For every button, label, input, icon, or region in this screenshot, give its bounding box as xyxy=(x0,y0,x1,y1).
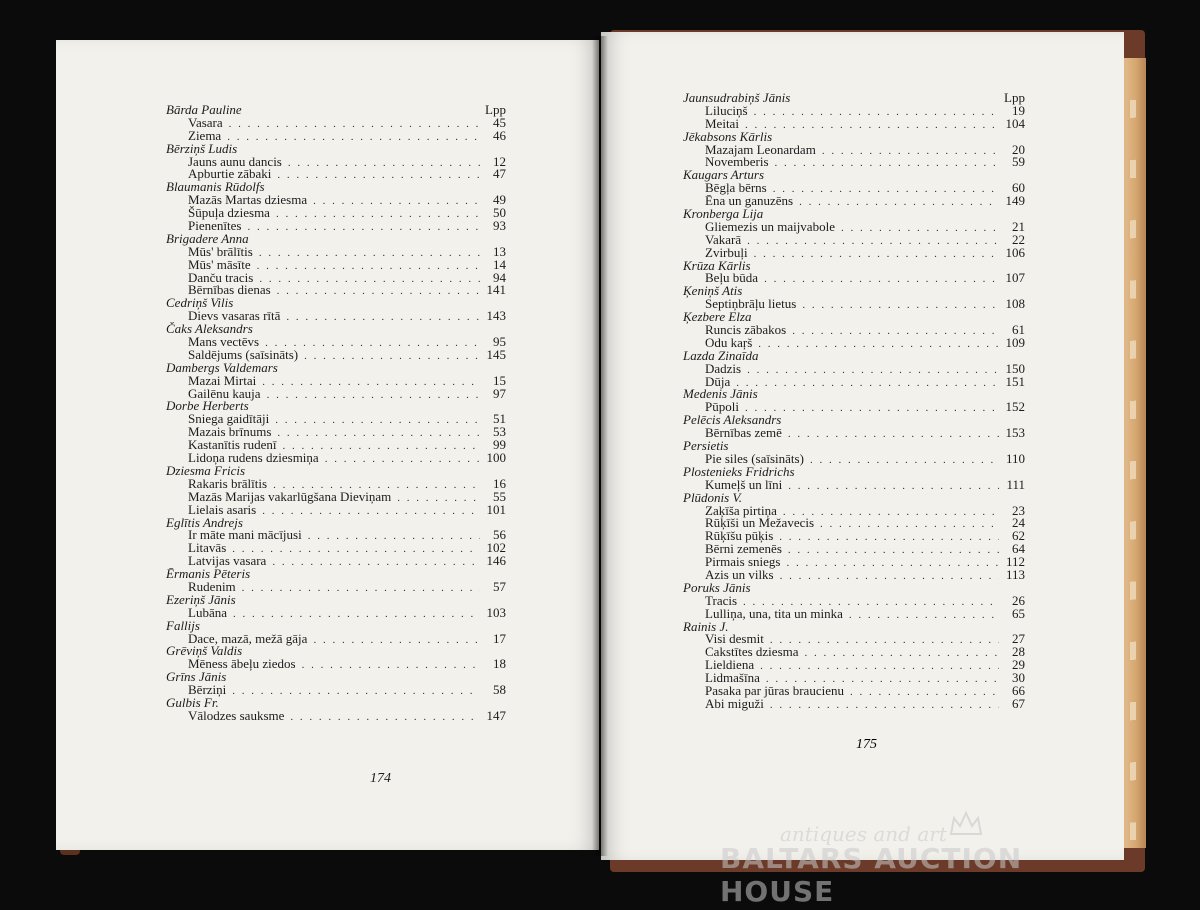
dot-leader xyxy=(773,183,999,196)
poem-title: Runcis zābakos xyxy=(705,322,787,338)
page-number: 107 xyxy=(1005,270,1025,286)
page-number: 45 xyxy=(493,114,506,130)
page-column-header: Lpp xyxy=(1004,90,1025,105)
dot-leader xyxy=(267,389,480,402)
poem-title: Jauns aunu dancis xyxy=(188,153,282,169)
dot-leader xyxy=(850,686,999,699)
poem-title: Šūpuļa dziesma xyxy=(188,205,270,221)
dot-leader xyxy=(313,195,480,208)
author-name: Plostenieks Fridrichs xyxy=(683,463,795,479)
dot-leader xyxy=(290,711,480,724)
page-number: 95 xyxy=(493,334,506,350)
poem-title: Lidoņa rudens dziesmiņa xyxy=(188,450,319,466)
poem-title: Dievs vasaras rītā xyxy=(188,308,281,324)
page-number: 28 xyxy=(1012,644,1025,660)
author-name: Dorbe Herberts xyxy=(166,398,249,414)
dot-leader xyxy=(841,222,999,235)
page-number: 30 xyxy=(1012,670,1025,686)
right-table-of-contents xyxy=(683,92,1025,711)
watermark xyxy=(720,800,1130,908)
author-name: Fallijs xyxy=(166,617,200,633)
dot-leader xyxy=(775,157,999,170)
dot-leader xyxy=(736,377,999,390)
dot-leader xyxy=(786,557,999,570)
poem-title: Liluciņš xyxy=(705,102,748,118)
page-number: 51 xyxy=(493,411,506,427)
dot-leader xyxy=(288,157,480,170)
dot-leader xyxy=(272,556,480,569)
page-number: 99 xyxy=(493,437,506,453)
poem-title: Bērnības zemē xyxy=(705,425,782,441)
right-page-number: 175 xyxy=(856,737,877,752)
poem-title: Danču tracis xyxy=(188,269,254,285)
page-number: 106 xyxy=(1005,244,1025,260)
poem-title: Litavās xyxy=(188,540,227,556)
author-name: Kronberga Lija xyxy=(683,206,764,222)
poem-title: Vasara xyxy=(188,114,223,130)
author-name: Persietis xyxy=(683,438,729,454)
poem-title: Dace, mazā, mežā gāja xyxy=(188,630,308,646)
page-number: 24 xyxy=(1012,515,1025,531)
poem-title: Tracis xyxy=(705,592,738,608)
page-number: 20 xyxy=(1012,141,1025,157)
dot-leader xyxy=(302,659,480,672)
poem-title: Pie siles (saīsināts) xyxy=(705,450,804,466)
dot-leader xyxy=(259,273,480,286)
author-name: Grēviņš Valdis xyxy=(166,643,243,659)
poem-title: Ēna un ganuzēns xyxy=(705,193,794,209)
page-number: 26 xyxy=(1012,592,1025,608)
poem-title: Kastanītis rudenī xyxy=(188,437,277,453)
left-page-number: 174 xyxy=(370,771,391,786)
page-number: 65 xyxy=(1012,605,1025,621)
book-gutter xyxy=(592,36,608,856)
dot-leader xyxy=(805,647,999,660)
page-number: 53 xyxy=(493,424,506,440)
page-number: 153 xyxy=(1005,425,1025,441)
page-number: 66 xyxy=(1012,682,1025,698)
author-name: Blaumanis Rūdolfs xyxy=(166,179,265,195)
page-number: 13 xyxy=(493,243,506,259)
dot-leader xyxy=(325,453,480,466)
poem-title: Lidmašīna xyxy=(705,670,760,686)
author-name: Ķeniņš Atis xyxy=(683,283,743,299)
page-number: 152 xyxy=(1005,399,1025,415)
dot-leader xyxy=(754,248,999,261)
poem-title: Mēness ābeļu ziedos xyxy=(188,656,296,672)
page-number: 145 xyxy=(486,346,506,362)
dot-leader xyxy=(259,247,480,260)
author-name: Pelēcis Aleksandrs xyxy=(683,412,782,428)
dot-leader xyxy=(233,608,480,621)
poem-title: Lielais asaris xyxy=(188,501,257,517)
dot-leader xyxy=(257,260,480,273)
dot-leader xyxy=(745,402,999,415)
author-name: Čaks Aleksandrs xyxy=(166,321,253,337)
dot-leader xyxy=(810,454,999,467)
page-number: 19 xyxy=(1012,102,1025,118)
page-number: 50 xyxy=(493,205,506,221)
dot-leader xyxy=(262,505,480,518)
author-name: Krūza Kārlis xyxy=(683,257,751,273)
page-number: 111 xyxy=(1006,476,1025,492)
page-number: 101 xyxy=(486,501,506,517)
dot-leader xyxy=(820,518,999,531)
toc-row xyxy=(683,695,1025,711)
page-number: 60 xyxy=(1012,180,1025,196)
dot-leader xyxy=(802,299,999,312)
toc-row xyxy=(166,707,506,723)
author-name: Lazda Zinaīda xyxy=(683,347,759,363)
dot-leader xyxy=(397,492,480,505)
poem-title: Cakstītes dziesma xyxy=(705,644,799,660)
poem-title: Kumeļš un līni xyxy=(705,476,783,492)
poem-title: Visi desmit xyxy=(705,631,764,647)
page-number: 103 xyxy=(486,604,506,620)
poem-title: Mazais brīnums xyxy=(188,424,272,440)
dot-leader xyxy=(286,311,480,324)
dot-leader xyxy=(770,699,999,712)
author-name: Eglītis Andrejs xyxy=(166,514,243,530)
author-name: Ķezbere Elza xyxy=(683,309,752,325)
left-table-of-contents xyxy=(166,104,506,723)
poem-title: Mazās Martas dziesma xyxy=(188,192,308,208)
page-number: 108 xyxy=(1005,296,1025,312)
dot-leader xyxy=(247,221,480,234)
left-page xyxy=(56,40,599,850)
poem-title: Mūs' brālītis xyxy=(188,243,253,259)
page-number: 21 xyxy=(1012,218,1025,234)
author-name: Medenis Jānis xyxy=(683,386,758,402)
page-number: 23 xyxy=(1012,502,1025,518)
dot-leader xyxy=(745,119,999,132)
page-number: 147 xyxy=(486,707,506,723)
page-number: 109 xyxy=(1005,334,1025,350)
dot-leader xyxy=(783,506,999,519)
poem-title: Zaķīša pirtiņa xyxy=(705,502,777,518)
dot-leader xyxy=(308,530,480,543)
poem-title: Mazās Marijas vakarlūgšana Dieviņam xyxy=(188,488,392,504)
page-number: 12 xyxy=(493,153,506,169)
watermark-tagline: antiques and art xyxy=(780,822,947,846)
poem-title: Mazai Mirtai xyxy=(188,372,257,388)
poem-title: Rūķīši un Mežavecis xyxy=(705,515,815,531)
poem-title: Gliemezis un maijvabole xyxy=(705,218,835,234)
poem-title: Dūja xyxy=(705,373,731,389)
dot-leader xyxy=(227,131,480,144)
page-number: 59 xyxy=(1012,154,1025,170)
author-name: Bērziņš Ludis xyxy=(166,140,238,156)
right-page xyxy=(601,32,1124,860)
page-number: 93 xyxy=(493,218,506,234)
page-number: 49 xyxy=(493,192,506,208)
dot-leader xyxy=(758,338,999,351)
page-number: 104 xyxy=(1005,115,1025,131)
poem-title: Latvijas vasara xyxy=(188,553,267,569)
dot-leader xyxy=(788,428,999,441)
page-number: 100 xyxy=(486,450,506,466)
toc-row xyxy=(683,360,1025,376)
author-name: Gulbis Fr. xyxy=(166,694,219,710)
page-number: 113 xyxy=(1005,566,1025,582)
page-number: 17 xyxy=(493,630,506,646)
poem-title: Novemberis xyxy=(705,154,769,170)
page-number: 62 xyxy=(1012,528,1025,544)
poem-title: Vakarā xyxy=(705,231,742,247)
page-number: 149 xyxy=(1005,193,1025,209)
page-number: 29 xyxy=(1012,657,1025,673)
poem-title: Septiņbrāļu lietus xyxy=(705,296,797,312)
dot-leader xyxy=(754,106,999,119)
poem-title: Gailēnu kauja xyxy=(188,385,261,401)
author-name: Jaunsudrabiņš Jānis xyxy=(683,90,791,105)
poem-title: Apburtie zābaki xyxy=(188,166,272,182)
poem-title: Bērziņi xyxy=(188,682,227,698)
page-number: 150 xyxy=(1005,360,1025,376)
dot-leader xyxy=(822,145,999,158)
page-number: 56 xyxy=(493,527,506,543)
poem-title: Bērnības dienas xyxy=(188,282,271,298)
page-number: 67 xyxy=(1012,695,1025,711)
author-name: Dambergs Valdemars xyxy=(166,359,278,375)
poem-title: Rudenim xyxy=(188,578,236,594)
page-number: 141 xyxy=(486,282,506,298)
author-name: Rainis J. xyxy=(683,618,729,634)
dot-leader xyxy=(792,325,999,338)
page-number: 22 xyxy=(1012,231,1025,247)
author-name: Bārda Pauline xyxy=(166,102,242,117)
page-number: 97 xyxy=(493,385,506,401)
dot-leader xyxy=(747,235,999,248)
crown-icon xyxy=(948,810,984,838)
page-number: 112 xyxy=(1005,554,1025,570)
poem-title: Pūpoli xyxy=(705,399,739,415)
poem-title: Lieldiena xyxy=(705,657,755,673)
poem-title: Mans vectēvs xyxy=(188,334,260,350)
page-number: 110 xyxy=(1005,450,1025,466)
author-name: Brigadere Anna xyxy=(166,230,249,246)
author-name: Ezeriņš Jānis xyxy=(166,591,236,607)
page-number: 47 xyxy=(493,166,506,182)
poem-title: Zvirbuļi xyxy=(705,244,748,260)
dot-leader xyxy=(275,414,480,427)
dot-leader xyxy=(277,285,480,298)
author-name: Kaugars Arturs xyxy=(683,167,765,183)
page-number: 14 xyxy=(493,256,506,272)
dot-leader xyxy=(277,169,480,182)
poem-title: Dadzis xyxy=(705,360,742,376)
toc-row xyxy=(683,605,1025,621)
poem-title: Vālodzes sauksme xyxy=(188,707,285,723)
author-name: Cedriņš Vilis xyxy=(166,295,234,311)
toc-row xyxy=(166,604,506,620)
dot-leader xyxy=(788,544,999,557)
dot-leader xyxy=(229,118,480,131)
poem-title: Mūs' māsīte xyxy=(188,256,251,272)
poem-title: Beļu būda xyxy=(705,270,759,286)
poem-title: Pirmais sniegs xyxy=(705,554,781,570)
poem-title: Odu kaŗš xyxy=(705,334,753,350)
page-number: 102 xyxy=(486,540,506,556)
toc-row xyxy=(683,427,1025,440)
page-number: 27 xyxy=(1012,631,1025,647)
page-column-header: Lpp xyxy=(485,102,506,117)
poem-title: Ziema xyxy=(188,127,222,143)
poem-title: Lubāna xyxy=(188,604,227,620)
author-name: Ērmanis Pēteris xyxy=(166,566,251,582)
cover-pattern xyxy=(1130,100,1136,840)
page-number: 18 xyxy=(493,656,506,672)
page-number: 55 xyxy=(493,488,506,504)
dot-leader xyxy=(779,531,999,544)
page-number: 151 xyxy=(1005,373,1025,389)
dot-leader xyxy=(262,376,480,389)
page-number: 146 xyxy=(486,553,506,569)
page-number: 46 xyxy=(493,127,506,143)
page-number: 64 xyxy=(1012,541,1025,557)
poem-title: Pienenītes xyxy=(188,218,242,234)
dot-leader xyxy=(799,196,999,209)
dot-leader xyxy=(304,350,480,363)
dot-leader xyxy=(788,480,999,493)
author-name: Jēkabsons Kārlis xyxy=(683,128,773,144)
poem-title: Sniega gaidītāji xyxy=(188,411,270,427)
poem-title: Pasaka par jūras braucienu xyxy=(705,682,844,698)
dot-leader xyxy=(232,685,480,698)
page-number: 15 xyxy=(493,372,506,388)
page-number: 143 xyxy=(486,308,506,324)
page-number: 94 xyxy=(493,269,506,285)
page-number: 57 xyxy=(493,578,506,594)
dot-leader xyxy=(760,660,999,673)
dot-leader xyxy=(313,634,480,647)
dot-leader xyxy=(780,570,999,583)
dot-leader xyxy=(747,364,999,377)
page-number: 58 xyxy=(493,682,506,698)
author-name: Plūdonis V. xyxy=(683,489,742,505)
poem-title: Meitai xyxy=(705,115,739,131)
poem-title: Rūķīšu pūķis xyxy=(705,528,774,544)
poem-title: Abi miguži xyxy=(705,695,764,711)
author-name: Grīns Jānis xyxy=(166,669,227,685)
dot-leader xyxy=(232,543,480,556)
author-name: Dziesma Fricis xyxy=(166,462,246,478)
dot-leader xyxy=(242,582,480,595)
author-name: Poruks Jānis xyxy=(683,579,751,595)
page-number: 16 xyxy=(493,475,506,491)
dot-leader xyxy=(849,609,999,622)
poem-title: Lulliņa, una, tita un minka xyxy=(705,605,843,621)
poem-title: Azis un vilks xyxy=(705,566,774,582)
dot-leader xyxy=(276,208,480,221)
poem-title: Bēgļa bērns xyxy=(705,180,767,196)
poem-title: Ir māte mani mācījusi xyxy=(188,527,302,543)
dot-leader xyxy=(277,427,480,440)
poem-title: Mazajam Leonardam xyxy=(705,141,816,157)
poem-title: Saldējums (saīsināts) xyxy=(188,346,299,362)
page-number: 61 xyxy=(1012,322,1025,338)
poem-title: Rakaris brālītis xyxy=(188,475,268,491)
poem-title: Bērni zemenēs xyxy=(705,541,782,557)
dot-leader xyxy=(770,634,999,647)
watermark-brand: BALTARS AUCTION HOUSE xyxy=(720,842,1023,908)
dot-leader xyxy=(764,273,999,286)
